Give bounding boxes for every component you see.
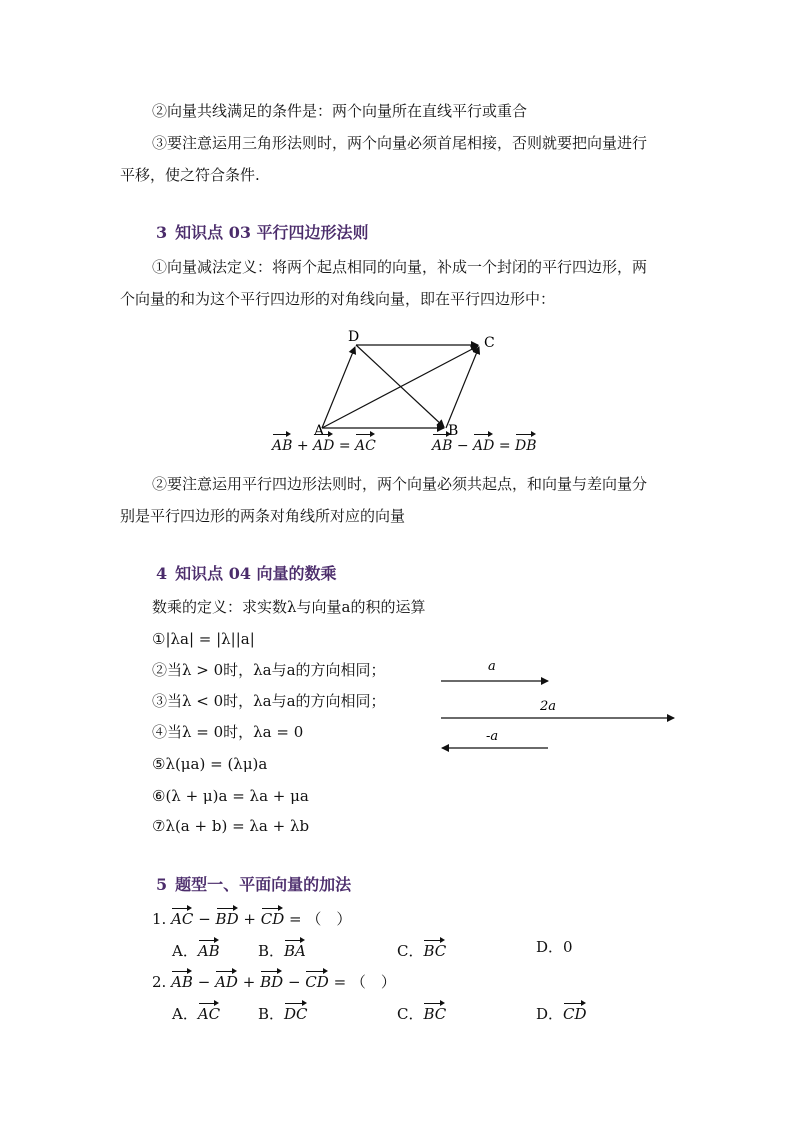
question-2-option-d: D．CD [536,999,587,1024]
section-number: 5 [156,875,168,894]
section-3-p2a: ②要注意运用平行四边形法则时，两个向量必须共起点，和向量与差向量分 [152,475,648,493]
intro-line-3a: ③要注意运用三角形法则时，两个向量必须首尾相接，否则就要把向量进行 [152,134,648,152]
vector-BC: BC [423,999,446,1023]
question-1-option-d: D．0 [536,938,573,956]
diagonal-AC [322,346,478,428]
section-5-heading [156,872,351,895]
operator: − [287,973,301,991]
section-number: 4 [156,564,168,583]
vector-BC: BC [423,936,446,960]
vector-AD: AD [215,967,238,991]
rule-6: ⑥(λ + μ)a = λa + μa [152,787,309,805]
operator: − [456,438,469,454]
vector-CD: CD [261,904,285,928]
vector-AB: AB [432,430,452,456]
operator: = [338,438,351,454]
question-2-option-b: B．DC [258,999,308,1024]
equation-sum [272,430,376,456]
section-3-p1a: ①向量减法定义：将两个起点相同的向量，补成一个封闭的平行四边形，两 [152,258,648,276]
zero-value: 0 [563,938,573,956]
diagonal-DB [356,345,444,427]
rule-4: ④当λ = 0时，λa = 0 [152,723,304,741]
vertex-label-A: A [314,423,325,439]
section-3-p1b: 个向量的和为这个平行四边形的对角线向量，即在平行四边形中： [120,290,556,308]
vector-BA: BA [284,936,306,960]
operator: = [498,438,511,454]
section-4-heading [156,561,337,584]
vector-CD: CD [305,967,329,991]
question-1-option-b: B．BA [258,936,306,961]
vector-DC: DC [284,999,308,1023]
rule-7: ⑦λ(a + b) = λa + λb [152,817,310,835]
vector-AC: AC [171,904,193,928]
question-1-option-c: C．BC [397,936,446,961]
intro-line-2: ②向量共线满足的条件是：两个向量所在直线平行或重合 [152,102,528,120]
vector-CD: CD [563,999,587,1023]
section-number: 3 [156,223,168,242]
operator: − [197,973,211,991]
section-title: 题型一、平面向量的加法 [175,875,352,894]
rule-3: ③当λ < 0时，λa与a的方向相同； [152,692,386,710]
edge-BC [446,347,479,428]
scalar-mult-definition: 数乘的定义：求实数λ与向量a的积的运算 [152,598,426,616]
section-3-p2b: 别是平行四边形的两条对角线所对应的向量 [120,507,406,525]
vector-AC: AC [355,430,376,456]
vertex-label-B: B [448,423,459,439]
edge-AD [322,347,355,428]
vector-BD: BD [260,967,283,991]
operator: + [243,910,256,928]
question-1-option-a: A．AB [172,936,220,961]
vector-BD: BD [216,904,239,928]
equation-difference [432,430,537,456]
vector-AB: AB [171,967,193,991]
intro-line-3b: 平移，使之符合条件. [120,166,260,184]
scalar-arrows-diagram [430,650,690,760]
question-2-option-c: C．BC [397,999,446,1024]
rule-2: ②当λ > 0时，λa与a的方向相同； [152,661,386,679]
section-3-heading [156,220,369,243]
label-a: a [488,659,496,674]
vertex-label-D: D [348,329,360,345]
vector-AD: AD [313,430,334,456]
question-2-option-a: A．AC [172,999,220,1024]
section-title: 知识点 04 向量的数乘 [175,564,337,583]
answer-blank: = （ ） [333,973,396,991]
question-number: 1. [152,910,167,928]
label-neg-a: -a [486,729,499,744]
vector-AB: AB [198,936,220,960]
answer-blank: = （ ） [289,910,352,928]
section-title: 知识点 03 平行四边形法则 [175,223,369,242]
question-number: 2. [152,973,167,991]
rule-5: ⑤λ(μa) = (λμ)a [152,755,268,773]
question-1 [152,904,351,929]
vector-AC: AC [198,999,220,1023]
vector-AB: AB [272,430,292,456]
vertex-label-C: C [484,335,495,351]
rule-1: ①|λa| = |λ||a| [152,630,255,648]
question-2 [152,967,396,992]
operator: + [296,438,309,454]
label-2a: 2a [540,699,557,714]
operator: − [198,910,211,928]
operator: + [242,973,256,991]
vector-DB: DB [515,430,537,456]
vector-AD: AD [473,430,494,456]
